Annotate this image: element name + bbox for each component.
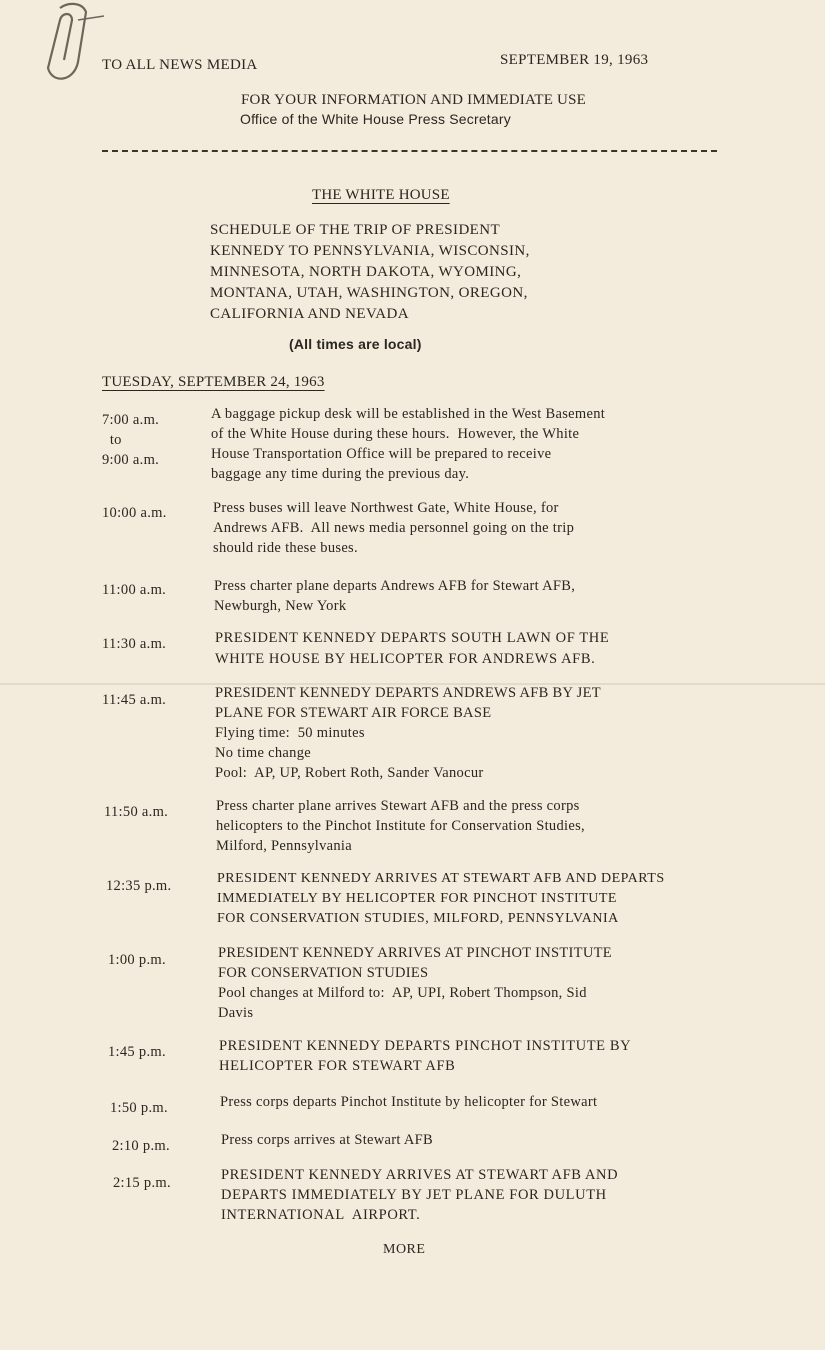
entry-time: 1:00 p.m.: [108, 952, 166, 968]
entry-time: 11:00 a.m.: [102, 582, 167, 598]
entry-text: Press corps departs Pinchot Institute by helicopter for Stewart: [220, 1094, 598, 1110]
entry-text: PRESIDENT KENNEDY DEPARTS SOUTH LAWN OF THE WHITE HOUSE BY HELICOPTER FOR ANDREWS AFB.: [215, 630, 610, 667]
entry-text: PRESIDENT KENNEDY ARRIVES AT STEWART AFB AND DEPARTS IMMEDIATELY BY JET PLANE FOR DULUTH INTERNATIONAL AIRPORT.: [221, 1167, 619, 1223]
paperclip-icon: [38, 2, 108, 92]
entry-time: 7:00 a.m. to 9:00 a.m.: [102, 412, 160, 468]
info-line: FOR YOUR INFORMATION AND IMMEDIATE USE: [241, 92, 586, 108]
entry-time: 12:35 p.m.: [106, 878, 172, 894]
more-footer: MORE: [383, 1242, 426, 1257]
times-note: (All times are local): [289, 336, 422, 352]
entry-time: 10:00 a.m.: [102, 505, 167, 521]
entry-text: Press corps arrives at Stewart AFB: [221, 1132, 433, 1148]
entry-time: 11:45 a.m.: [102, 692, 167, 708]
schedule-title-line: MINNESOTA, NORTH DAKOTA, WYOMING,: [210, 264, 522, 280]
schedule-title: [210, 220, 530, 325]
document-title: THE WHITE HOUSE: [312, 187, 450, 203]
schedule-title-line: KENNEDY TO PENNSYLVANIA, WISCONSIN,: [210, 243, 530, 259]
schedule-title-line: MONTANA, UTAH, WASHINGTON, OREGON,: [210, 285, 528, 301]
entry-text: Press charter plane arrives Stewart AFB and the press corps helicopters to the Pinchot Institute for Conservation Studies, Milford, Pennsylvania: [216, 798, 585, 854]
entry-time: 2:10 p.m.: [112, 1138, 170, 1154]
dashed-divider: [102, 150, 717, 152]
entry-time: 1:45 p.m.: [108, 1044, 166, 1060]
to-line: TO ALL NEWS MEDIA: [102, 57, 258, 73]
entry-text: PRESIDENT KENNEDY DEPARTS ANDREWS AFB BY JET PLANE FOR STEWART AIR FORCE BASE Flying time: 50 minutes No time change Pool: AP, UP, Robert Roth, Sander Vanocur: [215, 685, 601, 781]
entry-text: PRESIDENT KENNEDY ARRIVES AT STEWART AFB AND DEPARTS IMMEDIATELY BY HELICOPTER FOR PINCHOT INSTITUTE FOR CONSERVATION STUDIES, MILFORD, PENNSYLVANIA: [217, 871, 665, 926]
day-heading: TUESDAY, SEPTEMBER 24, 1963: [102, 374, 325, 390]
entry-text: Press charter plane departs Andrews AFB for Stewart AFB, Newburgh, New York: [214, 578, 576, 614]
entry-time: 2:15 p.m.: [113, 1175, 171, 1191]
office-line: Office of the White House Press Secretary: [240, 111, 511, 127]
schedule-title-line: SCHEDULE OF THE TRIP OF PRESIDENT: [210, 222, 501, 238]
entry-text: Press buses will leave Northwest Gate, White House, for Andrews AFB. All news media personnel going on the trip should ride these buses.: [213, 500, 575, 556]
schedule-title-line: CALIFORNIA AND NEVADA: [210, 306, 409, 322]
entry-time: 11:30 a.m.: [102, 636, 167, 652]
release-date: SEPTEMBER 19, 1963: [500, 52, 649, 68]
entry-text: PRESIDENT KENNEDY ARRIVES AT PINCHOT INSTITUTE FOR CONSERVATION STUDIES Pool changes at Milford to: AP, UPI, Robert Thompson, Sid Davis: [218, 945, 612, 1021]
entry-text: A baggage pickup desk will be established in the West Basement of the White House during these hours. However, the White House Transportation Office will be prepared to receive baggage any time during the previous day.: [211, 406, 606, 482]
entry-time: 1:50 p.m.: [110, 1100, 168, 1116]
entry-time: 11:50 a.m.: [104, 804, 169, 820]
entry-text: PRESIDENT KENNEDY DEPARTS PINCHOT INSTITUTE BY HELICOPTER FOR STEWART AFB: [219, 1038, 632, 1074]
